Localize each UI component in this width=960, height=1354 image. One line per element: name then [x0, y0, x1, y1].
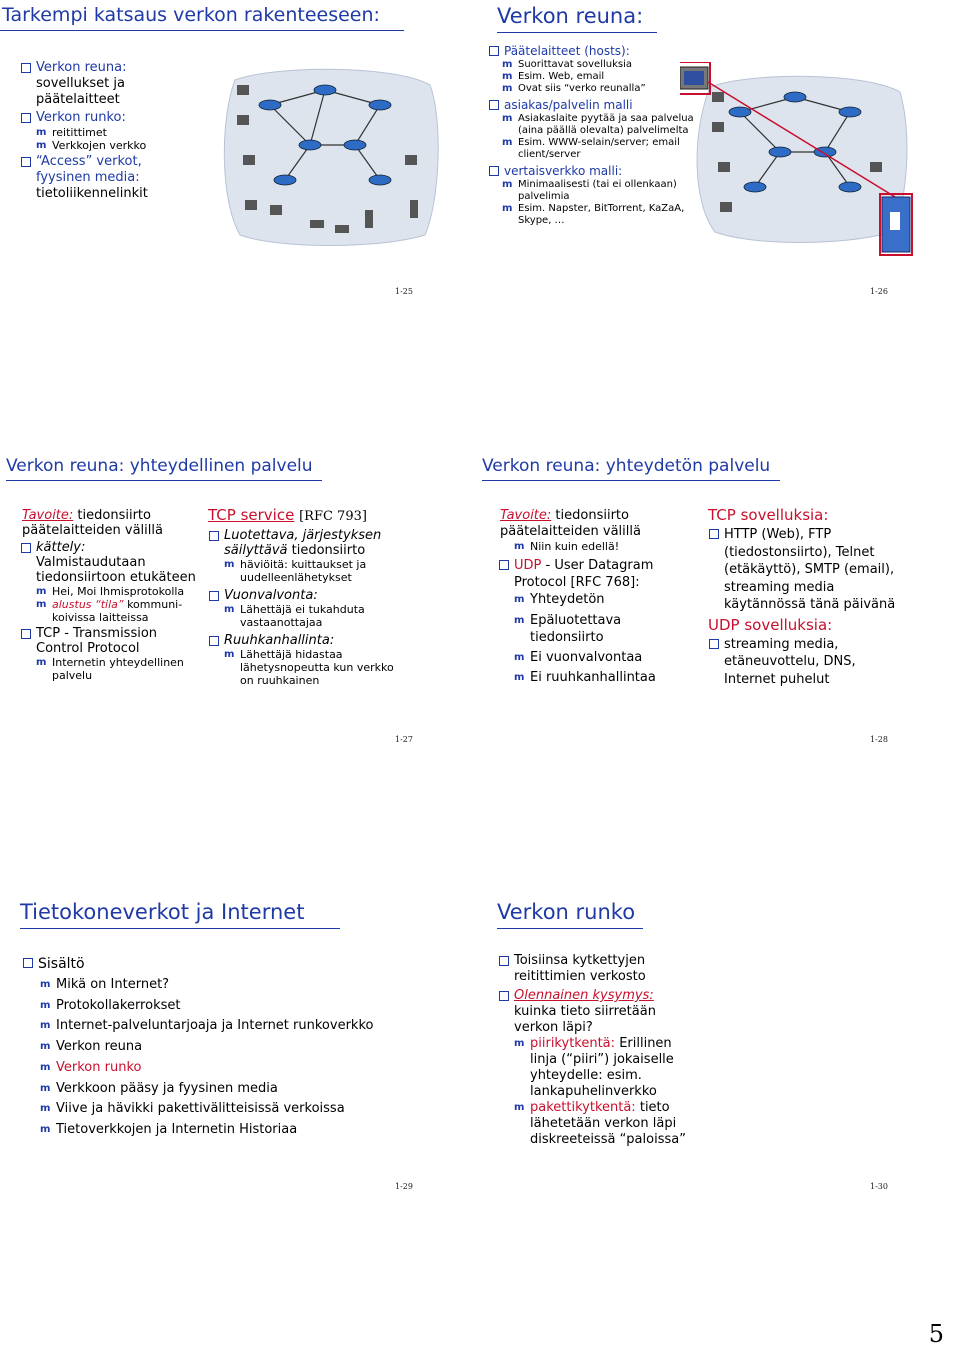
bullet-list: [20, 60, 200, 202]
sub-bullet: [34, 598, 200, 624]
sub-bullet: m Lähettäjä hidastaa lähetysnopeutta kun verkko on ruuhkainen: [222, 648, 408, 687]
bullet-text: tiedonsiirto: [291, 543, 366, 558]
contents-item: m Viive ja hävikki pakettivälitteisissä verkoissa: [38, 1099, 442, 1120]
sub-bullet-text: tieto lähetetään verkon läpi diskreeteissä “paloissa”: [530, 1100, 686, 1147]
sub-bullet: m Asiakaslaite pyytää ja saa palvelua (aina päällä olevalta) palvelimelta: [500, 113, 718, 137]
bullet-label: UDP: [514, 558, 542, 573]
bullet-hosts: [488, 44, 718, 59]
sub-bullet-text: kommuni-koivissa laitteissa: [52, 598, 183, 624]
content-list: [22, 955, 442, 1141]
title-underline: [497, 928, 643, 929]
tcp-service-ref: [RFC 793]: [299, 509, 367, 524]
title-underline: [6, 480, 322, 481]
bullet-edge: [20, 60, 200, 108]
bullet-tcp: TCP - Transmission Control Protocol: [20, 626, 200, 656]
udp-apps-heading: UDP sovelluksia:: [708, 615, 833, 634]
network-diagram: [215, 60, 445, 250]
contents-item: m Mikä on Internet?: [38, 975, 442, 996]
bullet-flow-control: Vuonvalvonta:: [208, 588, 408, 603]
goal-label: Tavoite:: [22, 508, 74, 523]
bullet-label: kättely:: [36, 540, 86, 555]
bullet-text: sovellukset ja päätelaitteet: [36, 76, 125, 107]
sub-bullet: m Ei ruuhkanhallintaa: [512, 669, 688, 687]
slide-title: Verkon reuna: yhteydellinen palvelu: [6, 456, 313, 476]
slide-number: 1-27: [395, 735, 413, 744]
sub-bullet: m Ovat siis “verko reunalla”: [500, 83, 718, 95]
bullet-text: - User Datagram Protocol [RFC 768]:: [514, 558, 654, 590]
contents-item: m Tietoverkkojen ja Internetin Historiaa: [38, 1120, 442, 1141]
bullet-contents: Sisältö: [22, 955, 442, 973]
bullet-label: Päätelaitteet (hosts):: [504, 44, 630, 58]
tcp-service-label: TCP service: [208, 506, 295, 524]
left-column: [498, 508, 688, 687]
bullet-access: [20, 154, 200, 202]
tcp-service-heading: [208, 506, 408, 526]
sub-bullet: m Yhteydetön: [512, 591, 688, 609]
bullet-label: asiakas/palvelin malli: [504, 98, 633, 112]
content-list: [498, 953, 698, 1148]
slide-number: 1-30: [870, 1182, 888, 1191]
contents-item: m Verkon reuna: [38, 1037, 442, 1058]
slide-number: 1-28: [870, 735, 888, 744]
right-column: [208, 506, 408, 687]
bullet-handshake: [20, 540, 200, 585]
sub-bullet: m reitittimet: [34, 126, 200, 139]
sub-bullet: m Internetin yhteydellinen palvelu: [34, 656, 200, 682]
bullet-text: Valmistaudutaan tiedonsiirtoon etukäteen: [36, 555, 196, 585]
slide-number: 1-25: [395, 287, 413, 296]
bullet-text: kuinka tieto siirretään verkon läpi?: [514, 1004, 656, 1035]
sub-bullet: m Esim. WWW-selain/server; email client/server: [500, 137, 718, 161]
sub-bullet-label: alustus “tila”: [52, 598, 124, 611]
bullet-key-question: [498, 988, 698, 1036]
network-diagram: [680, 62, 915, 262]
bullet-congestion: Ruuhkanhallinta:: [208, 633, 408, 648]
bullet-routers: Toisiinsa kytkettyjen reitittimien verkosto: [498, 953, 698, 985]
goal: [498, 508, 688, 540]
bullet-udp: [498, 557, 688, 591]
bullet-label: Luotettava, järjestyksen säilyttävä: [224, 528, 382, 558]
goal-text: tiedonsiirto päätelaitteiden välillä: [500, 508, 641, 539]
bullet-label: Verkon reuna:: [36, 60, 127, 75]
left-column: [20, 508, 200, 682]
slide-number: 1-26: [870, 287, 888, 296]
sub-bullet: m Verkkojen verkko: [34, 139, 200, 152]
slide-title: Verkon reuna: yhteydetön palvelu: [482, 456, 771, 476]
bullet-reliable: [208, 528, 408, 558]
contents-items: [22, 975, 442, 1141]
sub-bullet: m Minimaalisesti (tai ei ollenkaan) palvelimia: [500, 179, 718, 203]
slide-title: Verkon reuna:: [497, 4, 644, 28]
contents-item: m Internet-palveluntarjoaja ja Internet runkoverkko: [38, 1016, 442, 1037]
slide-1-28: [480, 450, 940, 870]
right-column: [708, 506, 898, 688]
contents-item: m Verkon runko: [38, 1058, 442, 1079]
sub-bullet: m Esim. Napster, BitTorrent, KaZaA, Skype, …: [500, 203, 718, 227]
slide-1-29: [0, 895, 460, 1315]
goal-label: Tavoite:: [500, 508, 552, 523]
slide-title: Tarkempi katsaus verkon rakenteeseen:: [2, 4, 380, 26]
sub-bullet: m Niin kuin edellä!: [512, 540, 688, 553]
sub-bullet-circuit: [512, 1036, 698, 1100]
tcp-apps-heading: TCP sovelluksia:: [708, 506, 829, 524]
bullet-label: Verkon runko:: [36, 110, 126, 125]
bullet-label: vertaisverkko malli:: [504, 164, 623, 178]
slide-1-26: [480, 0, 940, 420]
slide-1-27: [0, 450, 460, 870]
bullet-udp-apps: streaming media, etäneuvottelu, DNS, Internet puhelut: [708, 636, 898, 689]
slide-number: 1-29: [395, 1182, 413, 1191]
goal-text: tiedonsiirto päätelaitteiden välillä: [22, 508, 163, 538]
bullet-core: [20, 110, 200, 126]
slide-title: Tietokoneverkot ja Internet: [20, 900, 305, 924]
title-underline: [20, 928, 340, 929]
title-underline: [0, 30, 404, 31]
goal: [20, 508, 200, 538]
sub-bullet: m Ei vuonvalvontaa: [512, 649, 688, 667]
title-underline: [482, 480, 780, 481]
sub-bullet: m Lähettäjä ei tukahduta vastaanottajaa: [222, 603, 408, 629]
sub-bullet: m Esim. Web, email: [500, 71, 718, 83]
sub-bullet: m Hei, Moi Ihmisprotokolla: [34, 585, 200, 598]
title-underline: [497, 32, 657, 33]
bullet-label: “Access” verkot, fyysinen media:: [36, 154, 142, 185]
bullet-tcp-apps: HTTP (Web), FTP (tiedostonsiirto), Telnet (etäkäyttö), SMTP (email), streaming media käytännössä tänä päivänä: [708, 526, 898, 614]
slide-1-25: [0, 0, 460, 420]
page-number: 5: [928, 1320, 944, 1348]
sub-bullet-label: pakettikytkentä:: [530, 1100, 636, 1115]
slide-1-30: [480, 895, 940, 1315]
contents-item: m Verkkoon pääsy ja fyysinen media: [38, 1079, 442, 1100]
sub-bullet: m häviöitä: kuittaukset ja uudelleenlähetykset: [222, 558, 408, 584]
sub-bullet: m Epäluotettava tiedonsiirto: [512, 612, 688, 646]
sub-bullet-label: piirikytkentä:: [530, 1036, 616, 1051]
sub-bullet-packet: [512, 1100, 698, 1148]
bullet-text: tietoliikennelinkit: [36, 186, 148, 201]
sub-bullet: m Suorittavat sovelluksia: [500, 59, 718, 71]
sub-bullet-text: Erillinen linja (“piiri”) jokaiselle yhteydelle: esim. lankapuhelinverkko: [530, 1036, 674, 1099]
bullet-label: Olennainen kysymys:: [514, 988, 654, 1003]
contents-item: m Protokollakerrokset: [38, 996, 442, 1017]
slide-title: Verkon runko: [497, 900, 636, 924]
